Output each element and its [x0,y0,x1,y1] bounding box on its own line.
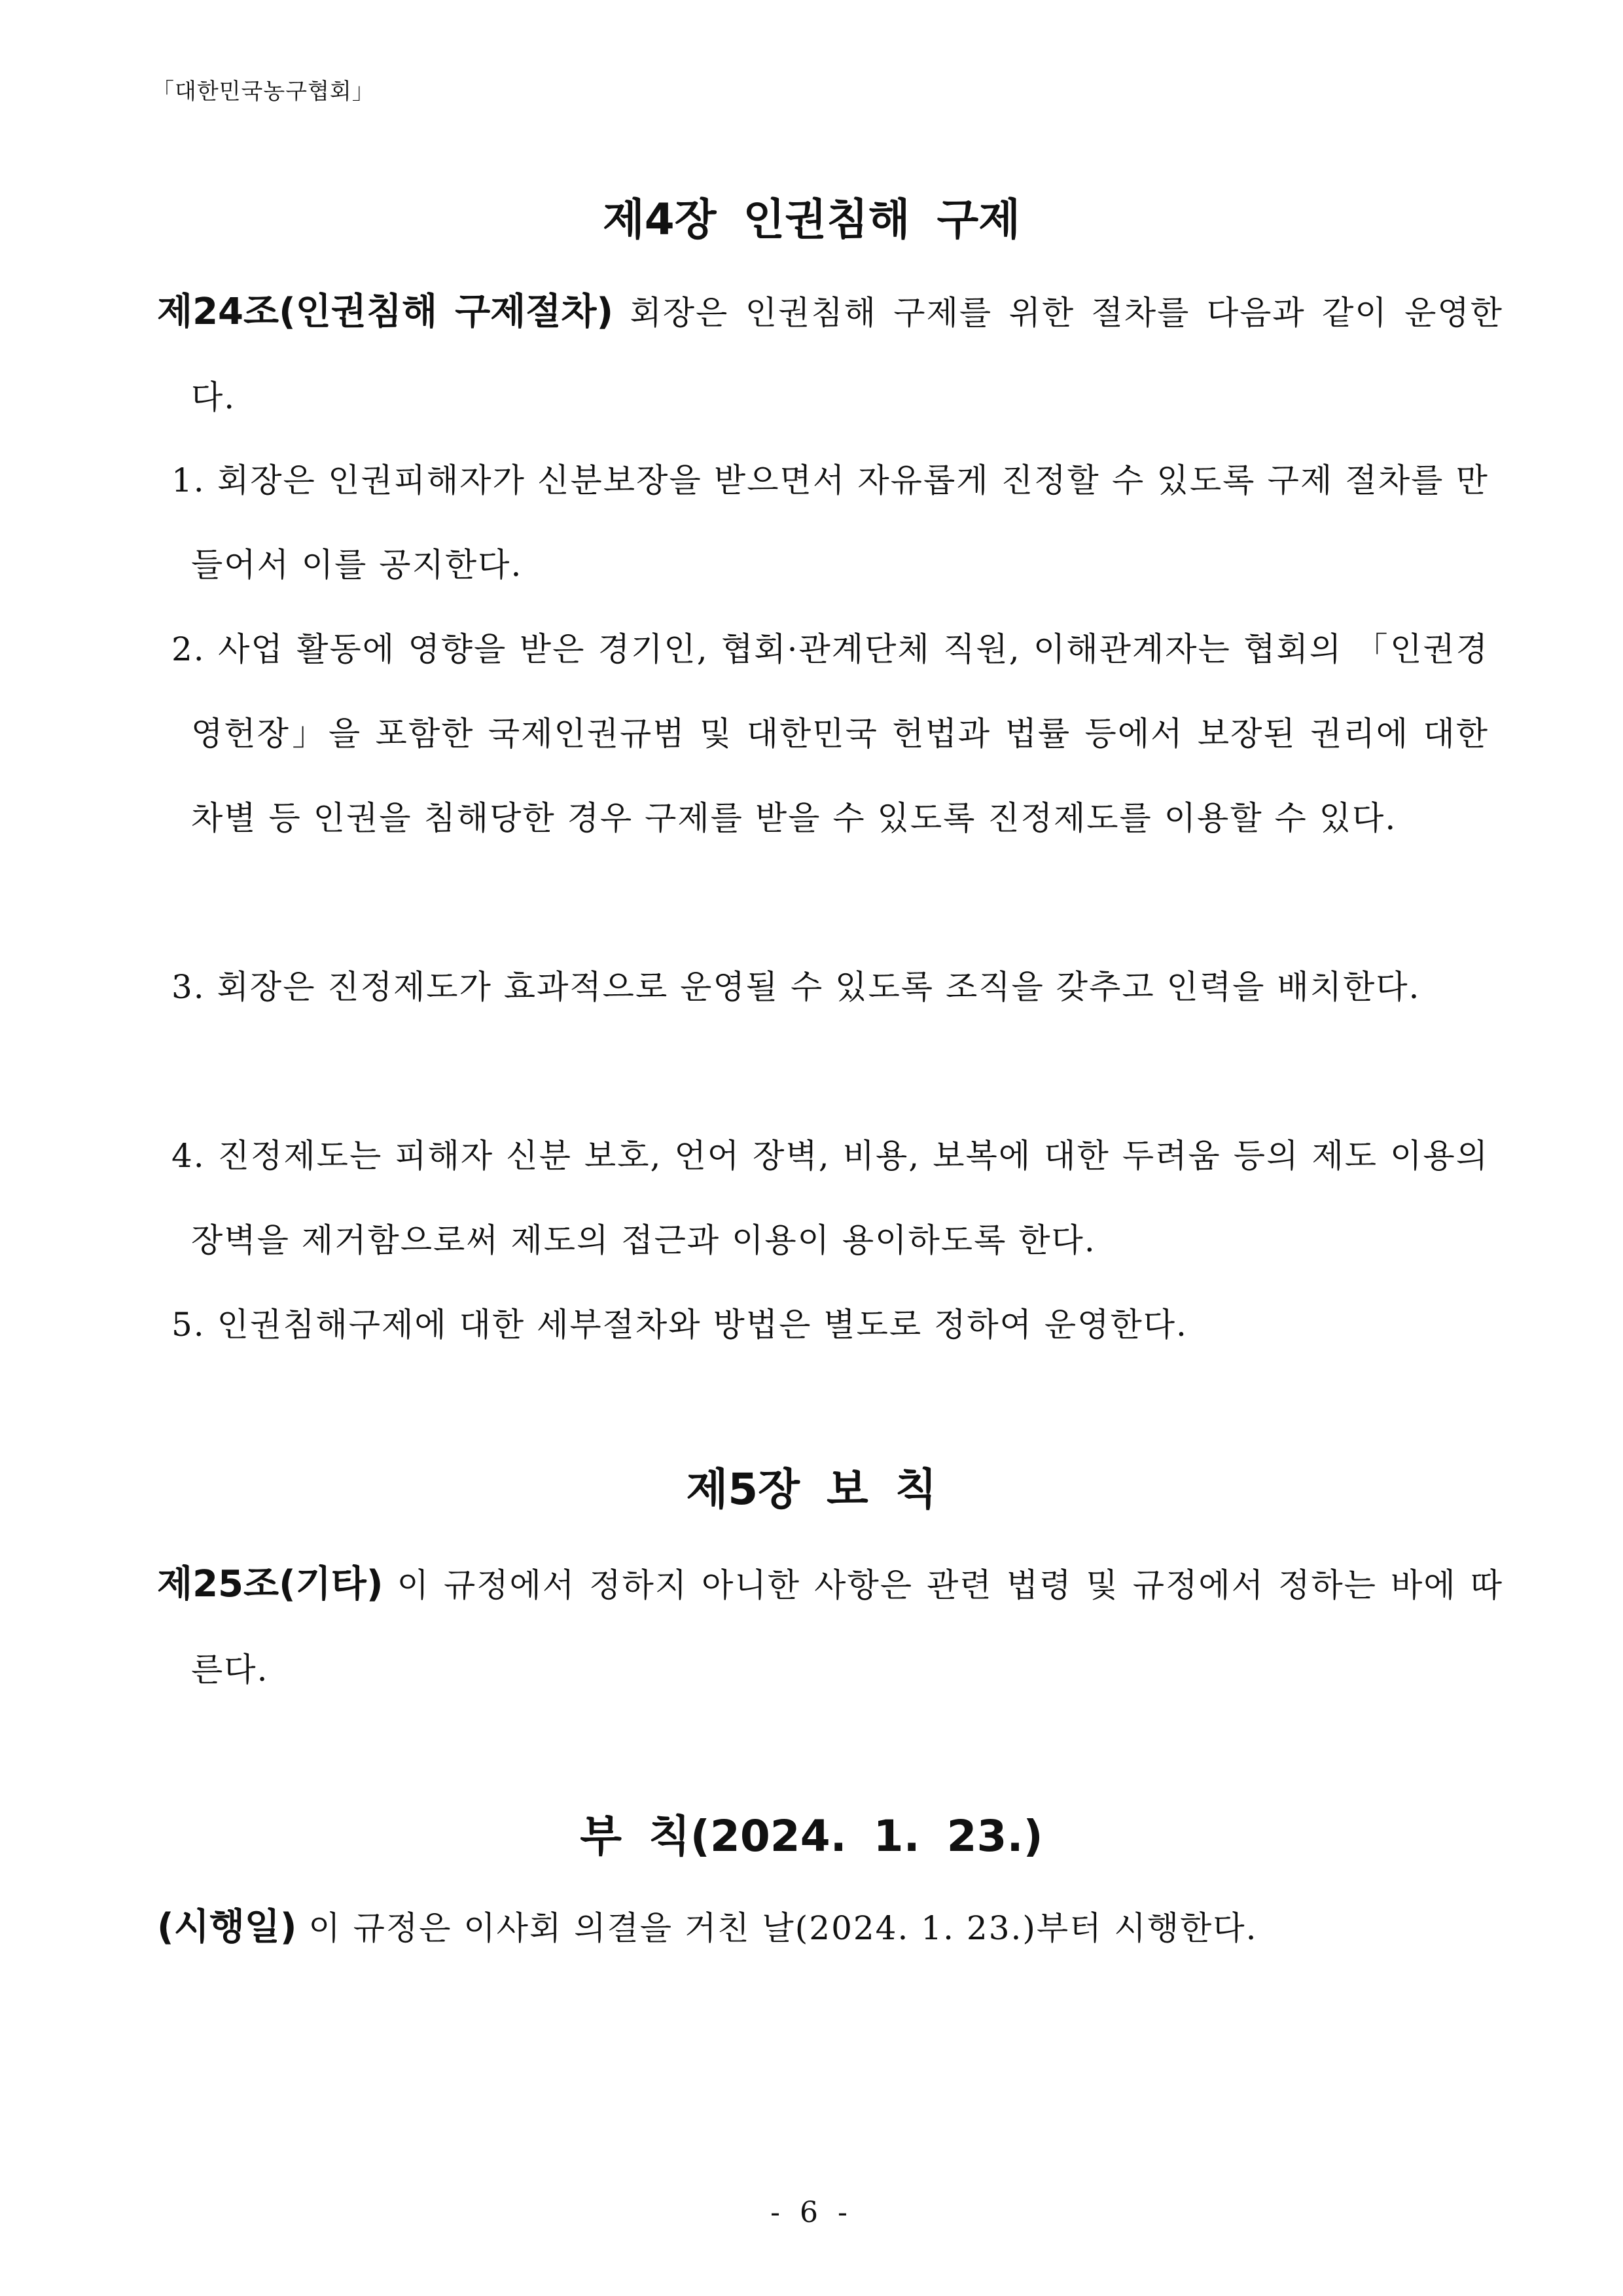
article-24-text: 회장은 인권침해 구제를 위한 절차를 다음과 같이 운영한다. [191,294,1503,416]
chapter-5-title: 제5장 보 칙 [686,1464,937,1515]
addendum-effective-date [157,1885,1469,1971]
page-number: - 6 - [770,2196,853,2229]
article-24 [157,270,1503,440]
article-24-item-5: 5. 인권침해구제에 대한 세부절차와 방법은 별도로 정하여 운영한다. [171,1306,1188,1344]
article-24-item-1: 1. 회장은 인권피해자가 신분보장을 받으면서 자유롭게 진정할 수 있도록 구제 절차를 만들어서 이를 공지한다. [171,461,1489,584]
addendum-text: 이 규정은 이사회 의결을 거친 날(2024. 1. 23.)부터 시행한다. [296,1909,1258,1947]
article-25 [157,1542,1503,1712]
article-24-heading: 제24조(인권침해 구제절차) [157,291,614,333]
article-24-item-4: 4. 진정제도는 피해자 신분 보호, 언어 장벽, 비용, 보복에 대한 두려움 등의 제도 이용의 장벽을 제거함으로써 제도의 접근과 이용이 용이하도록 한다. [171,1137,1489,1259]
addendum-title: 부 칙(2024. 1. 23.) [580,1811,1043,1861]
article-25-heading: 제25조(기타) [157,1563,383,1605]
article-25-text: 이 규정에서 정하지 아니한 사항은 관련 법령 및 규정에서 정하는 바에 따른다. [191,1566,1503,1689]
article-24-item-2: 2. 사업 활동에 영향을 받은 경기인, 협회·관계단체 직원, 이해관계자는 협회의 「인권경영헌장」을 포함한 국제인권규범 및 대한민국 헌법과 법률 등에서 보장된 권리에 대한 차별 등 인권을 침해당한 경우 구제를 받을 수 있도록 진정제도를 이용할 수 있다. [171,630,1489,837]
article-24-item-3: 3. 회장은 진정제도가 효과적으로 운영될 수 있도록 조직을 갖추고 인력을 배치한다. [171,968,1421,1006]
header-organization: 「대한민국농구협회」 [152,79,375,105]
addendum-heading: (시행일) [157,1906,297,1948]
chapter-4-title: 제4장 인권침해 구제 [603,194,1020,245]
